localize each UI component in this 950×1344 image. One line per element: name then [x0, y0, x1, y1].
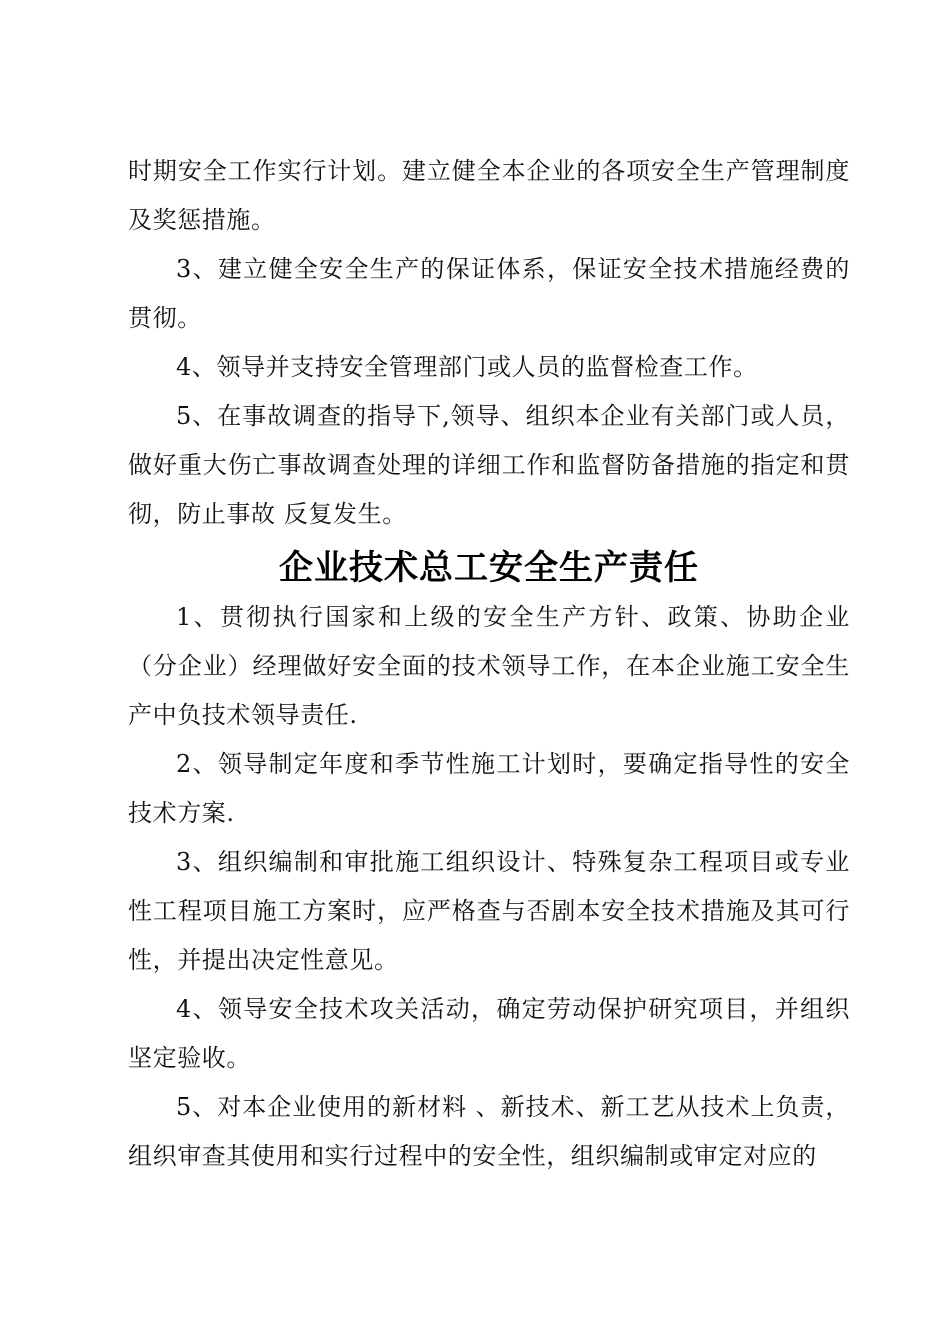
document-body [128, 147, 850, 1181]
paragraph-item-4: 4、领导并支持安全管理部门或人员的监督检查工作。 [176, 353, 758, 381]
paragraph-item-5: 5、在事故调查的指导下,领导、组织本企业有关部门或人员，做好重大伤亡事故调查处理的详细工作和监督防备措施的指定和贯彻，防止事故 反复发生。 [128, 402, 850, 528]
paragraph-item-3: 3、建立健全安全生产的保证体系，保证安全技术措施经费的贯彻。 [128, 255, 850, 332]
section-item-3: 3、组织编制和审批施工组织设计、特殊复杂工程项目或专业性工程项目施工方案时，应严格查与否剧本安全技术措施及其可行性，并提出决定性意见。 [128, 848, 850, 974]
paragraph-continuation: 时期安全工作实行计划。建立健全本企业的各项安全生产管理制度及奖惩措施。 [128, 157, 850, 234]
section-item-1: 1、贯彻执行国家和上级的安全生产方针、政策、协助企业（分企业）经理做好安全面的技术领导工作，在本企业施工安全生产中负技术领导责任. [128, 603, 850, 729]
section-title: 企业技术总工安全生产责任 [279, 548, 699, 588]
section-item-5: 5、对本企业使用的新材料 、新技术、新工艺从技术上负责，组织审查其使用和实行过程中的安全性，组织编制或审定对应的 [128, 1093, 850, 1170]
section-item-2: 2、领导制定年度和季节性施工计划时，要确定指导性的安全技术方案. [128, 750, 850, 827]
section-item-4: 4、领导安全技术攻关活动，确定劳动保护研究项目，并组织坚定验收。 [128, 995, 850, 1072]
